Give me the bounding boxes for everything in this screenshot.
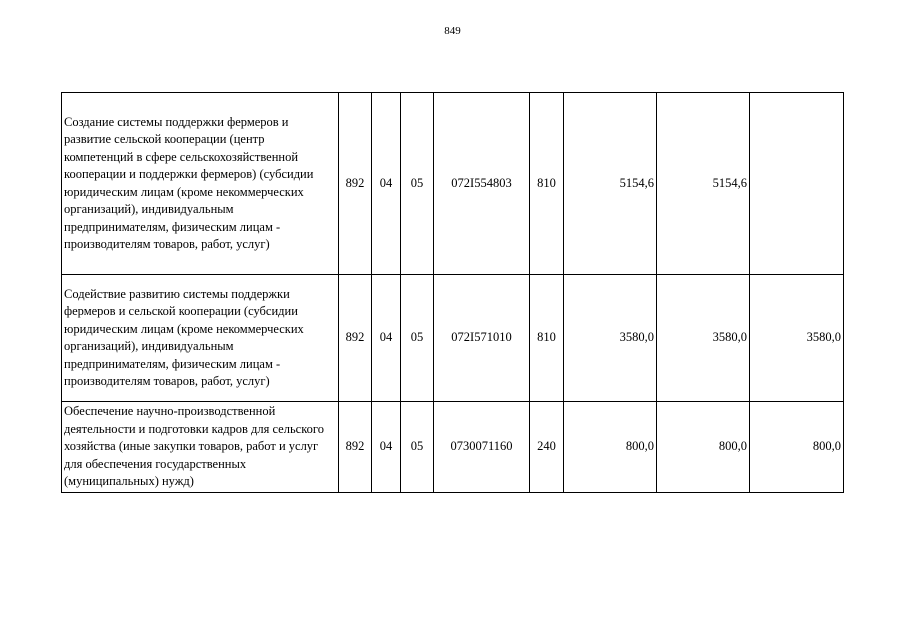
subsection-code: 05 bbox=[401, 402, 434, 493]
amount-1: 800,0 bbox=[564, 402, 657, 493]
expense-type-code: 810 bbox=[530, 275, 564, 402]
row-description: Обеспечение научно-производственной деятельности и подготовки кадров для сельского хозяйства (иные закупки товаров, работ и услуг для обеспечения государственных (муниципальных) нужд) bbox=[62, 402, 339, 493]
ministry-code: 892 bbox=[339, 402, 372, 493]
section-code: 04 bbox=[372, 93, 401, 275]
target-article-code: 072I554803 bbox=[434, 93, 530, 275]
row-description: Создание системы поддержки фермеров и развитие сельской кооперации (центр компетенций в сфере сельскохозяйственной кооперации и поддержки фермеров) (субсидии юридическим лицам (кроме некоммерческих организаций), индивидуальным предпринимателям, физическим лицам - производителям товаров, работ, услуг) bbox=[62, 93, 339, 275]
amount-2: 3580,0 bbox=[657, 275, 750, 402]
table-row bbox=[62, 275, 844, 402]
table-row bbox=[62, 402, 844, 493]
section-code: 04 bbox=[372, 275, 401, 402]
amount-1: 5154,6 bbox=[564, 93, 657, 275]
ministry-code: 892 bbox=[339, 275, 372, 402]
amount-2: 5154,6 bbox=[657, 93, 750, 275]
target-article-code: 0730071160 bbox=[434, 402, 530, 493]
amount-3: 800,0 bbox=[750, 402, 844, 493]
subsection-code: 05 bbox=[401, 93, 434, 275]
expense-type-code: 810 bbox=[530, 93, 564, 275]
section-code: 04 bbox=[372, 402, 401, 493]
amount-1: 3580,0 bbox=[564, 275, 657, 402]
row-description: Содействие развитию системы поддержки фермеров и сельской кооперации (субсидии юридическим лицам (кроме некоммерческих организаций), индивидуальным предпринимателям, физическим лицам - производителям товаров, работ, услуг) bbox=[62, 275, 339, 402]
amount-3: 3580,0 bbox=[750, 275, 844, 402]
target-article-code: 072I571010 bbox=[434, 275, 530, 402]
amount-3 bbox=[750, 93, 844, 275]
budget-table bbox=[61, 92, 844, 493]
table-row bbox=[62, 93, 844, 275]
amount-2: 800,0 bbox=[657, 402, 750, 493]
subsection-code: 05 bbox=[401, 275, 434, 402]
ministry-code: 892 bbox=[339, 93, 372, 275]
page-number: 849 bbox=[444, 25, 461, 37]
expense-type-code: 240 bbox=[530, 402, 564, 493]
